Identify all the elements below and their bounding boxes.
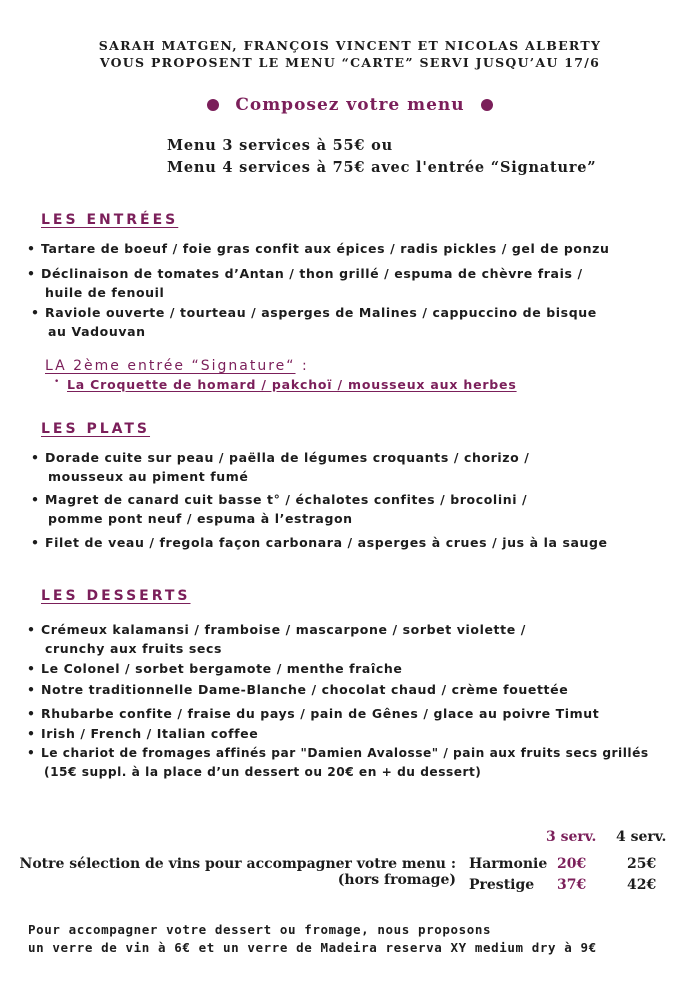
- list-item: • Filet de veau / fregola façon carbonara / asperges à crues / jus à la sauge: [31, 535, 608, 550]
- bullet-icon: •: [27, 726, 36, 741]
- header-line-1: SARAH MATGEN, FRANÇOIS VINCENT ET NICOLAS ALBERTY: [98, 38, 602, 53]
- bullet-icon: •: [27, 622, 36, 637]
- list-item: • Irish / French / Italian coffee: [27, 726, 259, 741]
- list-item: • Crémeux kalamansi / framboise / mascarpone / sorbet violette / crunchy aux fruits secs: [27, 622, 526, 656]
- column-header-4-services: 4 serv.: [616, 829, 667, 845]
- signature-title: LA 2ème entrée “Signature“ :: [45, 358, 309, 374]
- bullet-icon: •: [27, 682, 36, 697]
- bullet-icon: •: [27, 661, 36, 676]
- bullet-icon: •: [27, 241, 36, 256]
- wine-name-harmonie: Harmonie: [469, 856, 548, 872]
- menu-option-4-services: Menu 4 services à 75€ avec l'entrée “Signature”: [167, 159, 597, 176]
- wine-price-4-harmonie: 25€: [627, 856, 657, 872]
- column-header-3-services: 3 serv.: [546, 829, 597, 845]
- bullet-dot-icon: [207, 99, 219, 111]
- bullet-dot-icon: [481, 99, 493, 111]
- section-title-entrees: LES ENTRÉES: [41, 212, 179, 228]
- wine-selection-label: Notre sélection de vins pour accompagner votre menu : (hors fromage): [19, 856, 456, 888]
- bullet-icon: •: [31, 450, 40, 465]
- wine-name-prestige: Prestige: [469, 877, 535, 893]
- wine-price-3-prestige: 37€: [557, 877, 587, 893]
- list-item: • Dorade cuite sur peau / paëlla de légumes croquants / chorizo / mousseux au piment fumé: [31, 450, 530, 484]
- list-item: • Rhubarbe confite / fraise du pays / pain de Gênes / glace au poivre Timut: [27, 706, 600, 721]
- bullet-icon: •: [27, 266, 36, 281]
- bullet-icon: •: [27, 746, 36, 760]
- header-line-2: VOUS PROPOSENT LE MENU “CARTE” SERVI JUSQU’AU 17/6: [99, 55, 601, 70]
- bullet-icon: •: [27, 706, 36, 721]
- footer-line-1: Pour accompagner votre dessert ou fromage, nous proposons: [28, 922, 492, 937]
- list-item: • Raviole ouverte / tourteau / asperges de Malines / cappuccino de bisque au Vadouvan: [31, 305, 597, 339]
- signature-item: La Croquette de homard / pakchoï / mousseux aux herbes: [67, 377, 517, 392]
- list-item: • Notre traditionnelle Dame-Blanche / chocolat chaud / crème fouettée: [27, 682, 569, 697]
- menu-option-3-services: Menu 3 services à 55€ ou: [167, 137, 393, 154]
- list-item: • Déclinaison de tomates d’Antan / thon grillé / espuma de chèvre frais / huile de fenouil: [27, 266, 583, 300]
- wine-price-3-harmonie: 20€: [557, 856, 587, 872]
- compose-title: Composez votre menu: [235, 95, 465, 115]
- list-item: • Magret de canard cuit basse t° / échalotes confites / brocolini / pomme pont neuf / espuma à l’estragon: [31, 492, 528, 526]
- list-item: • Le Colonel / sorbet bergamote / menthe fraîche: [27, 661, 403, 676]
- list-item: • Tartare de boeuf / foie gras confit aux épices / radis pickles / gel de ponzu: [27, 241, 610, 256]
- bullet-icon: •: [31, 492, 40, 507]
- footer-line-2: un verre de vin à 6€ et un verre de Madeira reserva XY medium dry à 9€: [28, 940, 597, 955]
- bullet-icon: •: [54, 377, 60, 387]
- compose-title-row: [0, 95, 700, 115]
- section-title-desserts: LES DESSERTS: [41, 588, 191, 604]
- list-item: • Le chariot de fromages affinés par "Damien Avalosse" / pain aux fruits secs grillés (15€ suppl. à la place d’un dessert ou 20€ en + du dessert): [27, 746, 649, 779]
- section-title-plats: LES PLATS: [41, 421, 151, 437]
- bullet-icon: •: [31, 305, 40, 320]
- wine-price-4-prestige: 42€: [627, 877, 657, 893]
- bullet-icon: •: [31, 535, 40, 550]
